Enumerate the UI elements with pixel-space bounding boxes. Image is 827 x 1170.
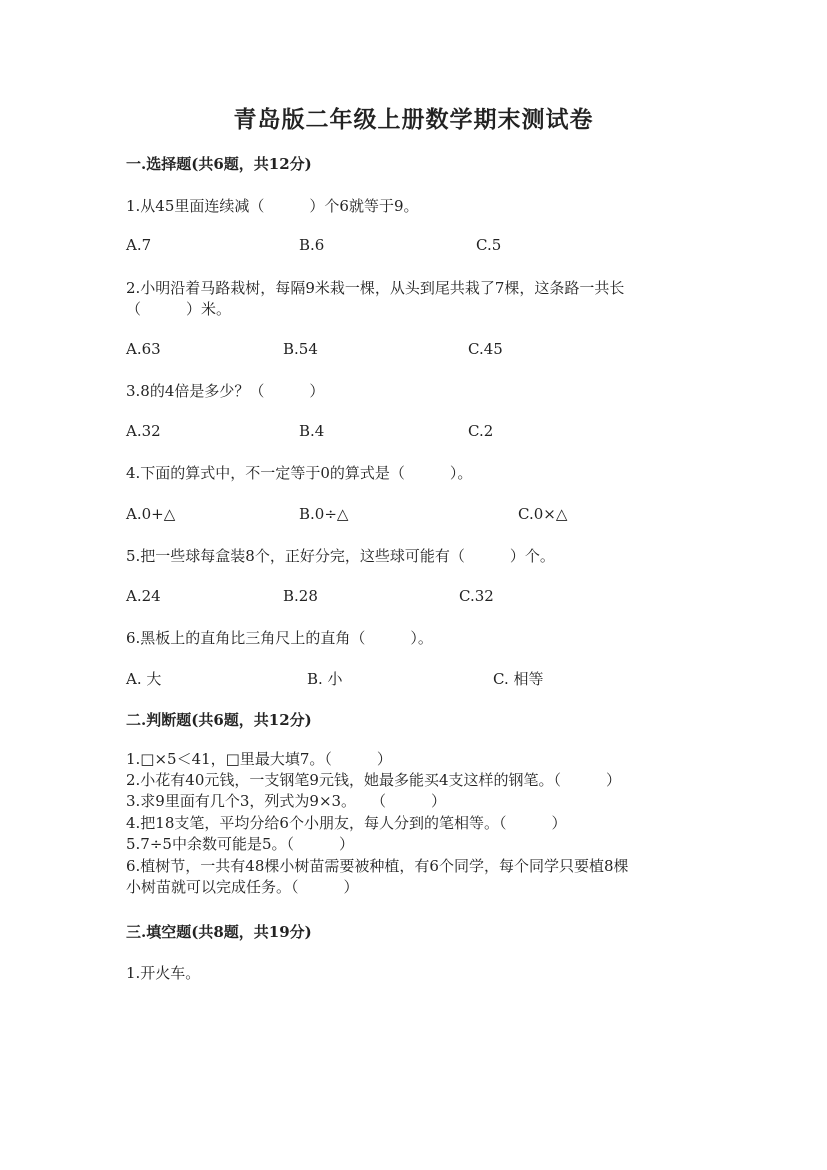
tf-item-1: 1.□×5＜41，□里最大填7。（ ）: [126, 750, 392, 768]
tf-item-2: 2.小花有40元钱，一支钢笔9元钱，她最多能买4支这样的钢笔。（ ）: [126, 771, 621, 789]
q6-option-a: A. 大: [126, 670, 162, 688]
q1-option-c: C.5: [476, 236, 502, 254]
q1-option-b: B.6: [299, 236, 325, 254]
q1-option-a: A.7: [126, 236, 152, 254]
question-5: 5.把一些球每盒装8个，正好分完，这些球可能有（ ）个。: [126, 547, 555, 565]
q5-option-a: A.24: [126, 587, 161, 605]
section-heading-true-false: 二.判断题(共6题，共12分): [126, 711, 312, 729]
q5-option-b: B.28: [283, 587, 318, 605]
tf-item-4: 4.把18支笔，平均分给6个小朋友，每人分到的笔相等。（ ）: [126, 814, 567, 832]
section-heading-fill-in: 三.填空题(共8题，共19分): [126, 923, 312, 941]
page-title: 青岛版二年级上册数学期末测试卷: [233, 106, 594, 133]
q3-option-c: C.2: [468, 422, 494, 440]
fill-question-1: 1.开火车。: [126, 964, 201, 982]
q4-option-a: A.0+△: [126, 505, 176, 523]
q5-option-c: C.32: [459, 587, 494, 605]
tf-item-5: 5.7÷5中余数可能是5。（ ）: [126, 835, 355, 853]
q4-option-c: C.0×△: [518, 505, 568, 523]
q2-option-b: B.54: [283, 340, 318, 358]
question-1: 1.从45里面连续减（ ）个6就等于9。: [126, 197, 419, 215]
q3-option-b: B.4: [299, 422, 325, 440]
q3-option-a: A.32: [126, 422, 161, 440]
q2-option-c: C.45: [468, 340, 503, 358]
question-2-line1: 2.小明沿着马路栽树，每隔9米栽一棵，从头到尾共栽了7棵，这条路一共长: [126, 279, 625, 297]
tf-item-6-line1: 6.植树节，一共有48棵小树苗需要被种植，有6个同学，每个同学只要植8棵: [126, 857, 629, 875]
q6-option-c: C. 相等: [493, 670, 544, 688]
question-2-line2: （ ）米。: [126, 300, 232, 318]
q6-option-b: B. 小: [307, 670, 343, 688]
section-heading-choice: 一.选择题(共6题，共12分): [126, 155, 312, 173]
question-3: 3.8的4倍是多少？（ ）: [126, 382, 325, 400]
question-4: 4.下面的算式中，不一定等于0的算式是（ ）。: [126, 464, 473, 482]
question-6: 6.黑板上的直角比三角尺上的直角（ ）。: [126, 629, 433, 647]
q2-option-a: A.63: [126, 340, 161, 358]
q4-option-b: B.0÷△: [299, 505, 349, 523]
tf-item-3: 3.求9里面有几个3，列式为9×3。 （ ）: [126, 792, 447, 810]
tf-item-6-line2: 小树苗就可以完成任务。（ ）: [126, 878, 359, 896]
